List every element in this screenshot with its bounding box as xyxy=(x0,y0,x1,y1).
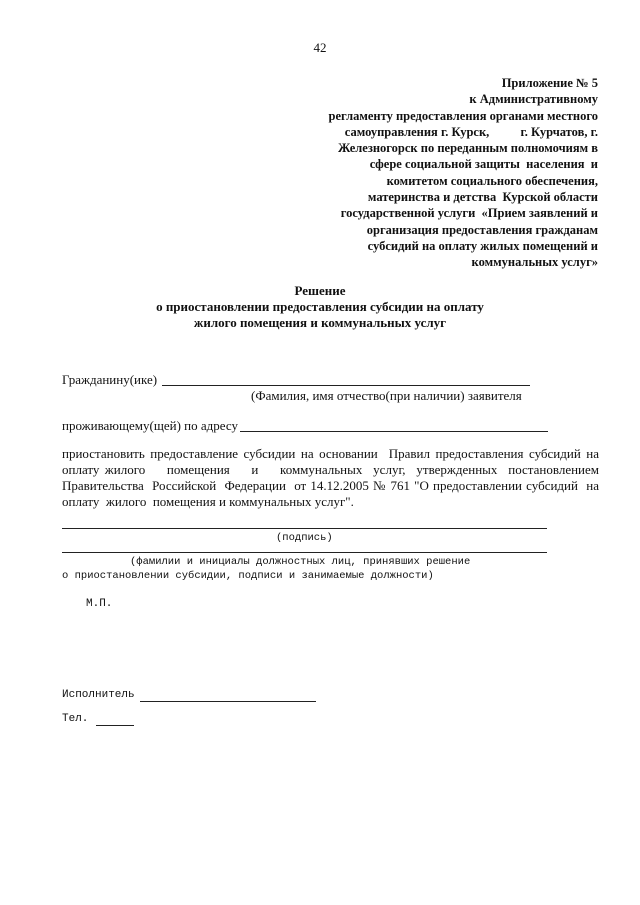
annex-line: Приложение № 5 xyxy=(501,76,598,90)
decision-heading xyxy=(0,283,640,331)
stamp-label: М.П. xyxy=(86,598,113,610)
executor-label: Исполнитель xyxy=(62,689,135,701)
officials-hint: о приостановлении субсидии, подписи и занимаемые должности) xyxy=(62,570,434,582)
annex-line: Железногорск по переданным полномочиям в xyxy=(338,141,598,156)
phone-label: Тел. xyxy=(62,713,89,725)
body-line: Правительства Российской Федерации от 14.12.2005 № 761 "О предоставлении субсидий на xyxy=(62,478,599,493)
annex-line: организация предоставления гражданам xyxy=(366,222,598,237)
executor-field[interactable] xyxy=(140,701,316,702)
decision-subtitle: о приостановлении предоставления субсидии на оплату xyxy=(156,299,484,314)
body-line: оплату жилого помещения и коммунальных услуг". xyxy=(62,494,354,509)
citizen-name-field[interactable] xyxy=(162,385,530,386)
annex-line: регламенту предоставления органами местного xyxy=(328,108,598,123)
annex-line: комитетом социального обеспечения, xyxy=(386,173,598,188)
officials-field[interactable] xyxy=(62,552,547,553)
annex-line: материнства и детства Курской области xyxy=(367,190,598,205)
page-number: 42 xyxy=(313,40,327,55)
body-line: приостановить предоставление субсидии на основании Правил предоставления субсидий на xyxy=(62,446,599,461)
signature-label: (подпись) xyxy=(276,532,333,544)
annex-line: коммунальных услуг» xyxy=(471,255,598,270)
decision-body xyxy=(62,446,599,510)
annex-line: сфере социальной защиты населения и xyxy=(369,157,598,172)
decision-title: Решение xyxy=(294,283,346,298)
officials-hint: (фамилии и инициалы должностных лиц, принявших решение xyxy=(130,556,471,568)
annex-line: государственной услуги «Прием заявлений и xyxy=(340,206,598,221)
citizen-label: Гражданину(ике) xyxy=(62,372,158,387)
address-label: проживающему(щей) по адресу xyxy=(62,418,238,433)
citizen-hint: (Фамилия, имя отчество(при наличии) заявителя xyxy=(251,388,522,403)
address-field[interactable] xyxy=(240,431,548,432)
signature-field[interactable] xyxy=(62,528,547,529)
decision-subtitle: жилого помещения и коммунальных услуг xyxy=(193,315,447,330)
phone-field[interactable] xyxy=(96,725,134,726)
body-line: оплату жилого помещения и коммунальных услуг, утвержденных постановлением xyxy=(62,462,599,477)
annex-header xyxy=(298,75,598,271)
annex-line: самоуправления г. Курск, г. Курчатов, г. xyxy=(344,124,598,139)
annex-line: субсидий на оплату жилых помещений и xyxy=(367,238,598,253)
annex-line: к Административному xyxy=(469,92,598,107)
